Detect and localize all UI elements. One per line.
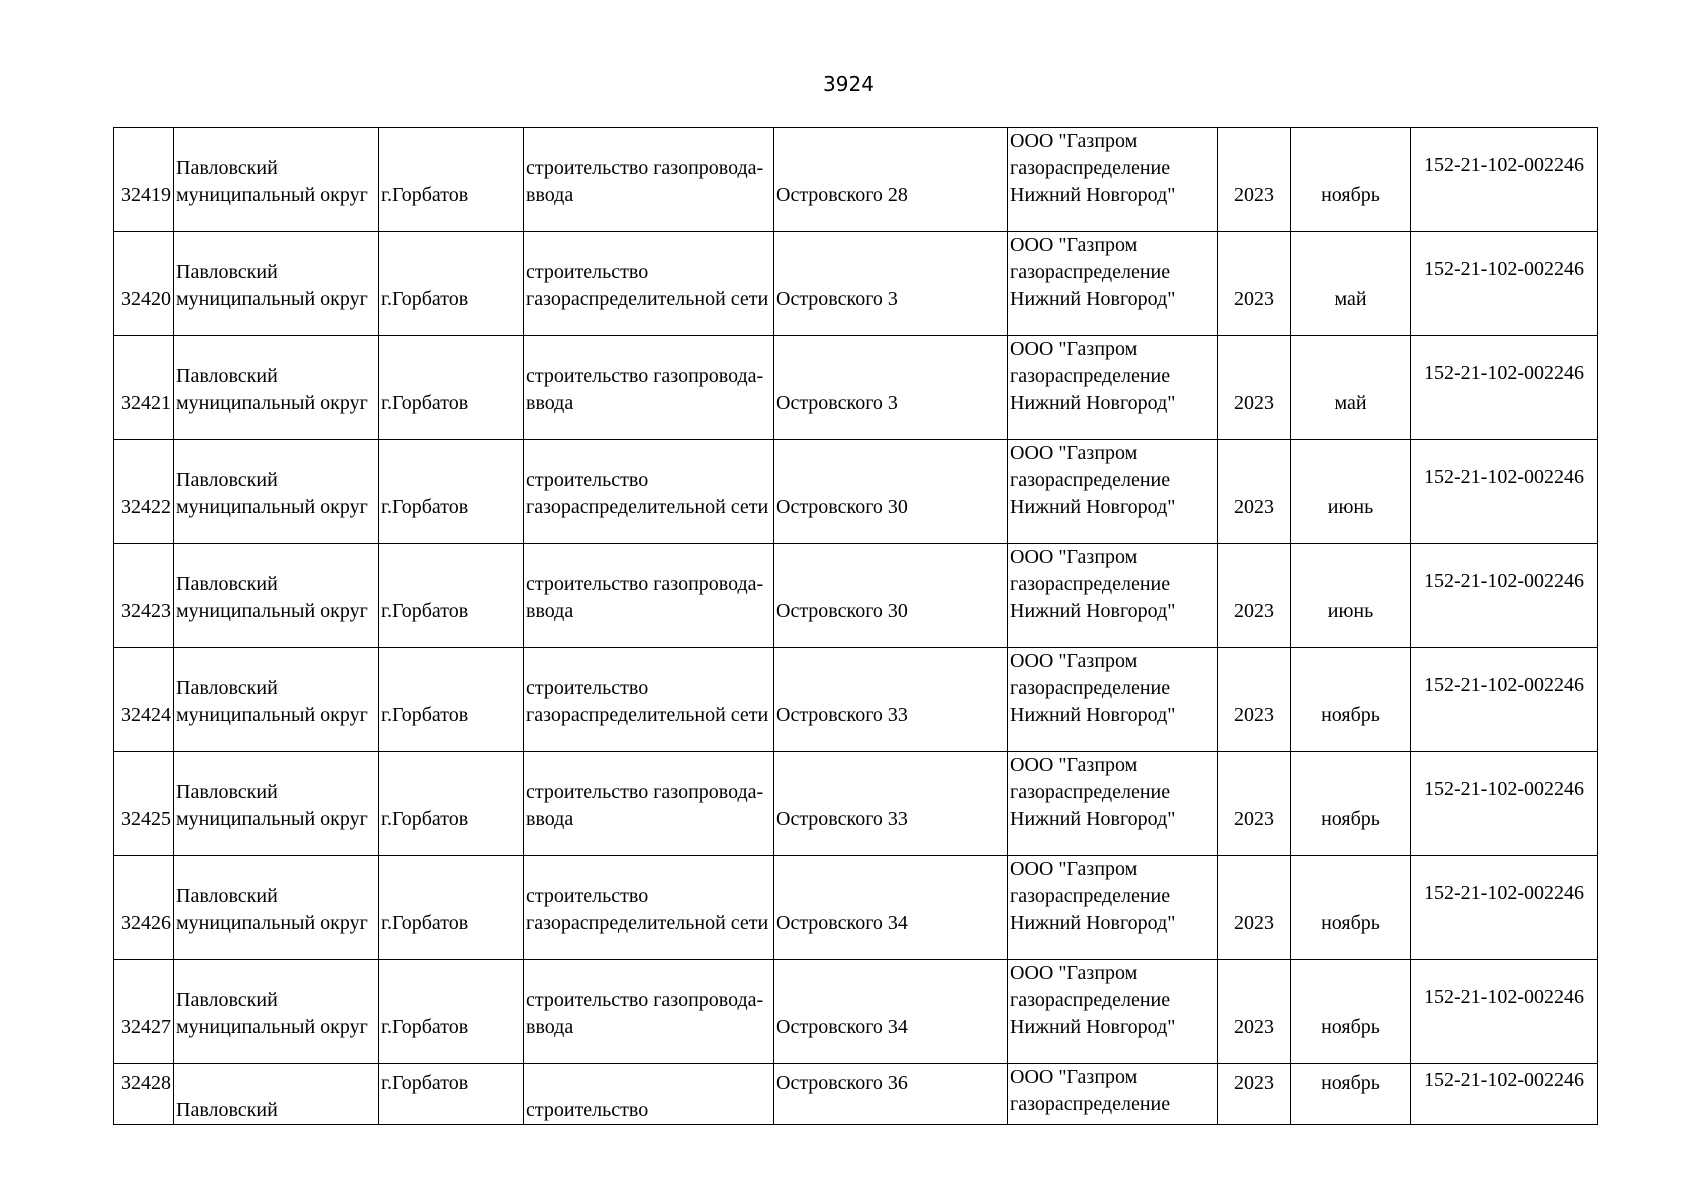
registry-code-cell: [1411, 232, 1598, 336]
year-cell-text: 2023: [1234, 496, 1274, 518]
year-cell: [1218, 128, 1291, 232]
year-cell-text: 2023: [1234, 392, 1274, 414]
work-type-cell-line: строительство газопровода-: [526, 365, 764, 387]
city-cell: [379, 856, 524, 960]
row-number: [114, 960, 174, 1064]
organization-cell: [1008, 752, 1218, 856]
row-number: [114, 752, 174, 856]
district-cell-line: Павловский: [176, 989, 278, 1011]
table-row: [114, 752, 1598, 856]
year-cell: [1218, 544, 1291, 648]
work-type-cell-line: строительство: [526, 677, 649, 699]
row-number-text: 32421: [121, 392, 171, 414]
work-type-cell-line: строительство газопровода-: [526, 573, 764, 595]
district-cell-line: Павловский: [176, 365, 278, 387]
organization-cell: [1008, 336, 1218, 440]
organization-cell-line: газораспределение: [1010, 989, 1171, 1011]
address-cell: [774, 856, 1008, 960]
work-type-cell: [524, 1064, 774, 1125]
row-number: [114, 1064, 174, 1125]
district-cell-line: Павловский: [176, 157, 278, 179]
registry-code-cell: [1411, 648, 1598, 752]
work-type-cell: [524, 232, 774, 336]
address-cell-text: Островского 34: [776, 1016, 908, 1038]
district-cell: [174, 752, 379, 856]
district-cell-line: Павловский: [176, 469, 278, 491]
organization-cell-line: Нижний Новгород": [1010, 704, 1176, 726]
organization-cell-line: Нижний Новгород": [1010, 912, 1176, 934]
organization-cell-line: ООО "Газпром: [1010, 546, 1138, 568]
address-cell-text: Островского 33: [776, 704, 908, 726]
district-cell-line: муниципальный округ: [176, 704, 368, 726]
year-cell: [1218, 960, 1291, 1064]
city-cell-text: г.Горбатов: [381, 288, 469, 310]
registry-code-cell: [1411, 960, 1598, 1064]
row-number: [114, 544, 174, 648]
registry-code-cell-text: 152-21-102-002246: [1424, 258, 1584, 280]
year-cell: [1218, 856, 1291, 960]
row-number-text: 32420: [121, 288, 171, 310]
address-cell-text: Островского 30: [776, 600, 908, 622]
registry-code-cell-text: 152-21-102-002246: [1424, 882, 1584, 904]
month-cell-text: ноябрь: [1321, 1072, 1380, 1094]
registry-code-cell: [1411, 128, 1598, 232]
organization-cell-line: газораспределение: [1010, 157, 1171, 179]
work-type-cell: [524, 648, 774, 752]
table-row: [114, 960, 1598, 1064]
registry-code-cell: [1411, 752, 1598, 856]
month-cell: [1291, 856, 1411, 960]
table-row: [114, 232, 1598, 336]
registry-code-cell: [1411, 544, 1598, 648]
year-cell: [1218, 648, 1291, 752]
district-cell-line: муниципальный округ: [176, 392, 368, 414]
work-type-cell: [524, 128, 774, 232]
month-cell-text: июнь: [1327, 600, 1374, 622]
district-cell-line: муниципальный округ: [176, 808, 368, 830]
organization-cell: [1008, 544, 1218, 648]
address-cell: [774, 960, 1008, 1064]
work-type-cell-line: ввода: [526, 184, 574, 206]
work-type-cell-line: строительство: [526, 1099, 649, 1121]
month-cell: [1291, 648, 1411, 752]
month-cell-text: ноябрь: [1321, 704, 1380, 726]
organization-cell-line: Нижний Новгород": [1010, 392, 1176, 414]
district-cell-line: муниципальный округ: [176, 1016, 368, 1038]
work-type-cell-line: ввода: [526, 1016, 574, 1038]
organization-cell-line: ООО "Газпром: [1010, 962, 1138, 984]
table-row: [114, 648, 1598, 752]
registry-code-cell: [1411, 1064, 1598, 1125]
registry-code-cell-text: 152-21-102-002246: [1424, 570, 1584, 592]
registry-code-cell-text: 152-21-102-002246: [1424, 466, 1584, 488]
district-cell-line: муниципальный округ: [176, 912, 368, 934]
district-cell-line: Павловский: [176, 885, 278, 907]
city-cell-text: г.Горбатов: [381, 1072, 469, 1094]
city-cell: [379, 752, 524, 856]
district-cell: [174, 440, 379, 544]
row-number-text: 32428: [121, 1072, 171, 1094]
organization-cell-line: газораспределение: [1010, 365, 1171, 387]
year-cell-text: 2023: [1234, 288, 1274, 310]
city-cell: [379, 128, 524, 232]
year-cell: [1218, 752, 1291, 856]
address-cell: [774, 128, 1008, 232]
district-cell-line: муниципальный округ: [176, 600, 368, 622]
year-cell: [1218, 1064, 1291, 1125]
work-type-cell-line: строительство газопровода-: [526, 157, 764, 179]
address-cell-text: Островского 3: [776, 392, 898, 414]
year-cell-text: 2023: [1234, 1016, 1274, 1038]
organization-cell: [1008, 1064, 1218, 1125]
work-type-cell: [524, 544, 774, 648]
organization-cell-line: Нижний Новгород": [1010, 600, 1176, 622]
city-cell: [379, 1064, 524, 1125]
district-cell-line: муниципальный округ: [176, 184, 368, 206]
organization-cell-line: ООО "Газпром: [1010, 338, 1138, 360]
organization-cell-line: Нижний Новгород": [1010, 288, 1176, 310]
organization-cell: [1008, 856, 1218, 960]
page-number: 3924: [823, 72, 874, 96]
address-cell-text: Островского 36: [776, 1072, 908, 1094]
work-type-cell-line: строительство газопровода-: [526, 781, 764, 803]
city-cell: [379, 648, 524, 752]
district-cell-line: Павловский: [176, 1099, 278, 1121]
registry-code-cell-text: 152-21-102-002246: [1424, 986, 1584, 1008]
row-number: [114, 232, 174, 336]
row-number-text: 32419: [121, 184, 171, 206]
year-cell: [1218, 440, 1291, 544]
row-number: [114, 128, 174, 232]
month-cell: [1291, 128, 1411, 232]
row-number-text: 32424: [121, 704, 171, 726]
organization-cell-line: Нижний Новгород": [1010, 184, 1176, 206]
organization-cell-line: ООО "Газпром: [1010, 650, 1138, 672]
city-cell-text: г.Горбатов: [381, 808, 469, 830]
year-cell-text: 2023: [1234, 912, 1274, 934]
month-cell-text: июнь: [1327, 496, 1374, 518]
city-cell-text: г.Горбатов: [381, 1016, 469, 1038]
row-number-text: 32425: [121, 808, 171, 830]
address-cell: [774, 232, 1008, 336]
row-number: [114, 336, 174, 440]
work-type-cell-line: газораспределительной сети: [526, 912, 769, 934]
table-row: [114, 336, 1598, 440]
city-cell: [379, 440, 524, 544]
month-cell: [1291, 544, 1411, 648]
district-cell: [174, 128, 379, 232]
organization-cell-line: газораспределение: [1010, 573, 1171, 595]
city-cell-text: г.Горбатов: [381, 912, 469, 934]
row-number-text: 32422: [121, 496, 171, 518]
organization-cell: [1008, 648, 1218, 752]
year-cell-text: 2023: [1234, 704, 1274, 726]
table-row: [114, 128, 1598, 232]
work-type-cell: [524, 440, 774, 544]
registry-code-cell: [1411, 336, 1598, 440]
city-cell: [379, 544, 524, 648]
work-type-cell-line: газораспределительной сети: [526, 704, 769, 726]
row-number-text: 32423: [121, 600, 171, 622]
address-cell-text: Островского 33: [776, 808, 908, 830]
city-cell: [379, 960, 524, 1064]
district-cell: [174, 336, 379, 440]
city-cell-text: г.Горбатов: [381, 704, 469, 726]
row-number: [114, 648, 174, 752]
year-cell-text: 2023: [1234, 184, 1274, 206]
work-type-cell: [524, 752, 774, 856]
address-cell: [774, 648, 1008, 752]
month-cell: [1291, 440, 1411, 544]
year-cell-text: 2023: [1234, 1072, 1274, 1094]
row-number-text: 32426: [121, 912, 171, 934]
row-number-text: 32427: [121, 1016, 171, 1038]
table-row: [114, 1064, 1598, 1125]
organization-cell-line: Нижний Новгород": [1010, 496, 1176, 518]
city-cell-text: г.Горбатов: [381, 184, 469, 206]
organization-cell-line: газораспределение: [1010, 781, 1171, 803]
registry-code-cell: [1411, 440, 1598, 544]
organization-cell-line: газораспределение: [1010, 885, 1171, 907]
organization-cell-line: ООО "Газпром: [1010, 234, 1138, 256]
district-cell: [174, 1064, 379, 1125]
address-cell: [774, 440, 1008, 544]
organization-cell: [1008, 440, 1218, 544]
month-cell-text: ноябрь: [1321, 808, 1380, 830]
month-cell: [1291, 336, 1411, 440]
address-cell-text: Островского 28: [776, 184, 908, 206]
registry-table: [113, 127, 1598, 1125]
organization-cell-line: ООО "Газпром: [1010, 442, 1138, 464]
year-cell-text: 2023: [1234, 808, 1274, 830]
district-cell-line: Павловский: [176, 261, 278, 283]
work-type-cell-line: ввода: [526, 808, 574, 830]
district-cell-line: Павловский: [176, 677, 278, 699]
organization-cell-line: ООО "Газпром: [1010, 858, 1138, 880]
work-type-cell-line: строительство: [526, 885, 649, 907]
address-cell-text: Островского 34: [776, 912, 908, 934]
registry-code-cell-text: 152-21-102-002246: [1424, 154, 1584, 176]
city-cell-text: г.Горбатов: [381, 600, 469, 622]
registry-code-cell-text: 152-21-102-002246: [1424, 1069, 1584, 1091]
organization-cell-line: газораспределение: [1010, 469, 1171, 491]
district-cell-line: Павловский: [176, 781, 278, 803]
city-cell: [379, 336, 524, 440]
address-cell-text: Островского 30: [776, 496, 908, 518]
organization-cell-line: газораспределение: [1010, 677, 1171, 699]
row-number: [114, 440, 174, 544]
month-cell-text: май: [1334, 288, 1367, 310]
organization-cell-line: ООО "Газпром: [1010, 1066, 1138, 1088]
month-cell-text: май: [1334, 392, 1367, 414]
organization-cell-line: Нижний Новгород": [1010, 1016, 1176, 1038]
registry-code-cell-text: 152-21-102-002246: [1424, 674, 1584, 696]
month-cell: [1291, 752, 1411, 856]
registry-code-cell-text: 152-21-102-002246: [1424, 778, 1584, 800]
work-type-cell: [524, 960, 774, 1064]
month-cell: [1291, 960, 1411, 1064]
month-cell: [1291, 232, 1411, 336]
organization-cell-line: ООО "Газпром: [1010, 754, 1138, 776]
address-cell-text: Островского 3: [776, 288, 898, 310]
address-cell: [774, 1064, 1008, 1125]
year-cell-text: 2023: [1234, 600, 1274, 622]
work-type-cell-line: ввода: [526, 600, 574, 622]
month-cell-text: ноябрь: [1321, 1016, 1380, 1038]
work-type-cell-line: газораспределительной сети: [526, 288, 769, 310]
work-type-cell-line: ввода: [526, 392, 574, 414]
organization-cell: [1008, 128, 1218, 232]
registry-code-cell: [1411, 856, 1598, 960]
organization-cell: [1008, 232, 1218, 336]
row-number: [114, 856, 174, 960]
table-body: [114, 128, 1598, 1125]
district-cell-line: Павловский: [176, 573, 278, 595]
address-cell: [774, 336, 1008, 440]
month-cell: [1291, 1064, 1411, 1125]
year-cell: [1218, 232, 1291, 336]
organization-cell-line: ООО "Газпром: [1010, 130, 1138, 152]
work-type-cell-line: строительство: [526, 261, 649, 283]
organization-cell: [1008, 960, 1218, 1064]
district-cell: [174, 856, 379, 960]
work-type-cell-line: строительство газопровода-: [526, 989, 764, 1011]
month-cell-text: ноябрь: [1321, 912, 1380, 934]
table-row: [114, 440, 1598, 544]
organization-cell-line: газораспределение: [1010, 1093, 1171, 1115]
year-cell: [1218, 336, 1291, 440]
table-row: [114, 856, 1598, 960]
work-type-cell: [524, 856, 774, 960]
work-type-cell-line: строительство: [526, 469, 649, 491]
work-type-cell-line: газораспределительной сети: [526, 496, 769, 518]
registry-code-cell-text: 152-21-102-002246: [1424, 362, 1584, 384]
city-cell: [379, 232, 524, 336]
address-cell: [774, 752, 1008, 856]
city-cell-text: г.Горбатов: [381, 392, 469, 414]
district-cell-line: муниципальный округ: [176, 496, 368, 518]
month-cell-text: ноябрь: [1321, 184, 1380, 206]
city-cell-text: г.Горбатов: [381, 496, 469, 518]
work-type-cell: [524, 336, 774, 440]
district-cell: [174, 232, 379, 336]
district-cell: [174, 648, 379, 752]
district-cell-line: муниципальный округ: [176, 288, 368, 310]
address-cell: [774, 544, 1008, 648]
organization-cell-line: газораспределение: [1010, 261, 1171, 283]
district-cell: [174, 960, 379, 1064]
organization-cell-line: Нижний Новгород": [1010, 808, 1176, 830]
table-row: [114, 544, 1598, 648]
district-cell: [174, 544, 379, 648]
